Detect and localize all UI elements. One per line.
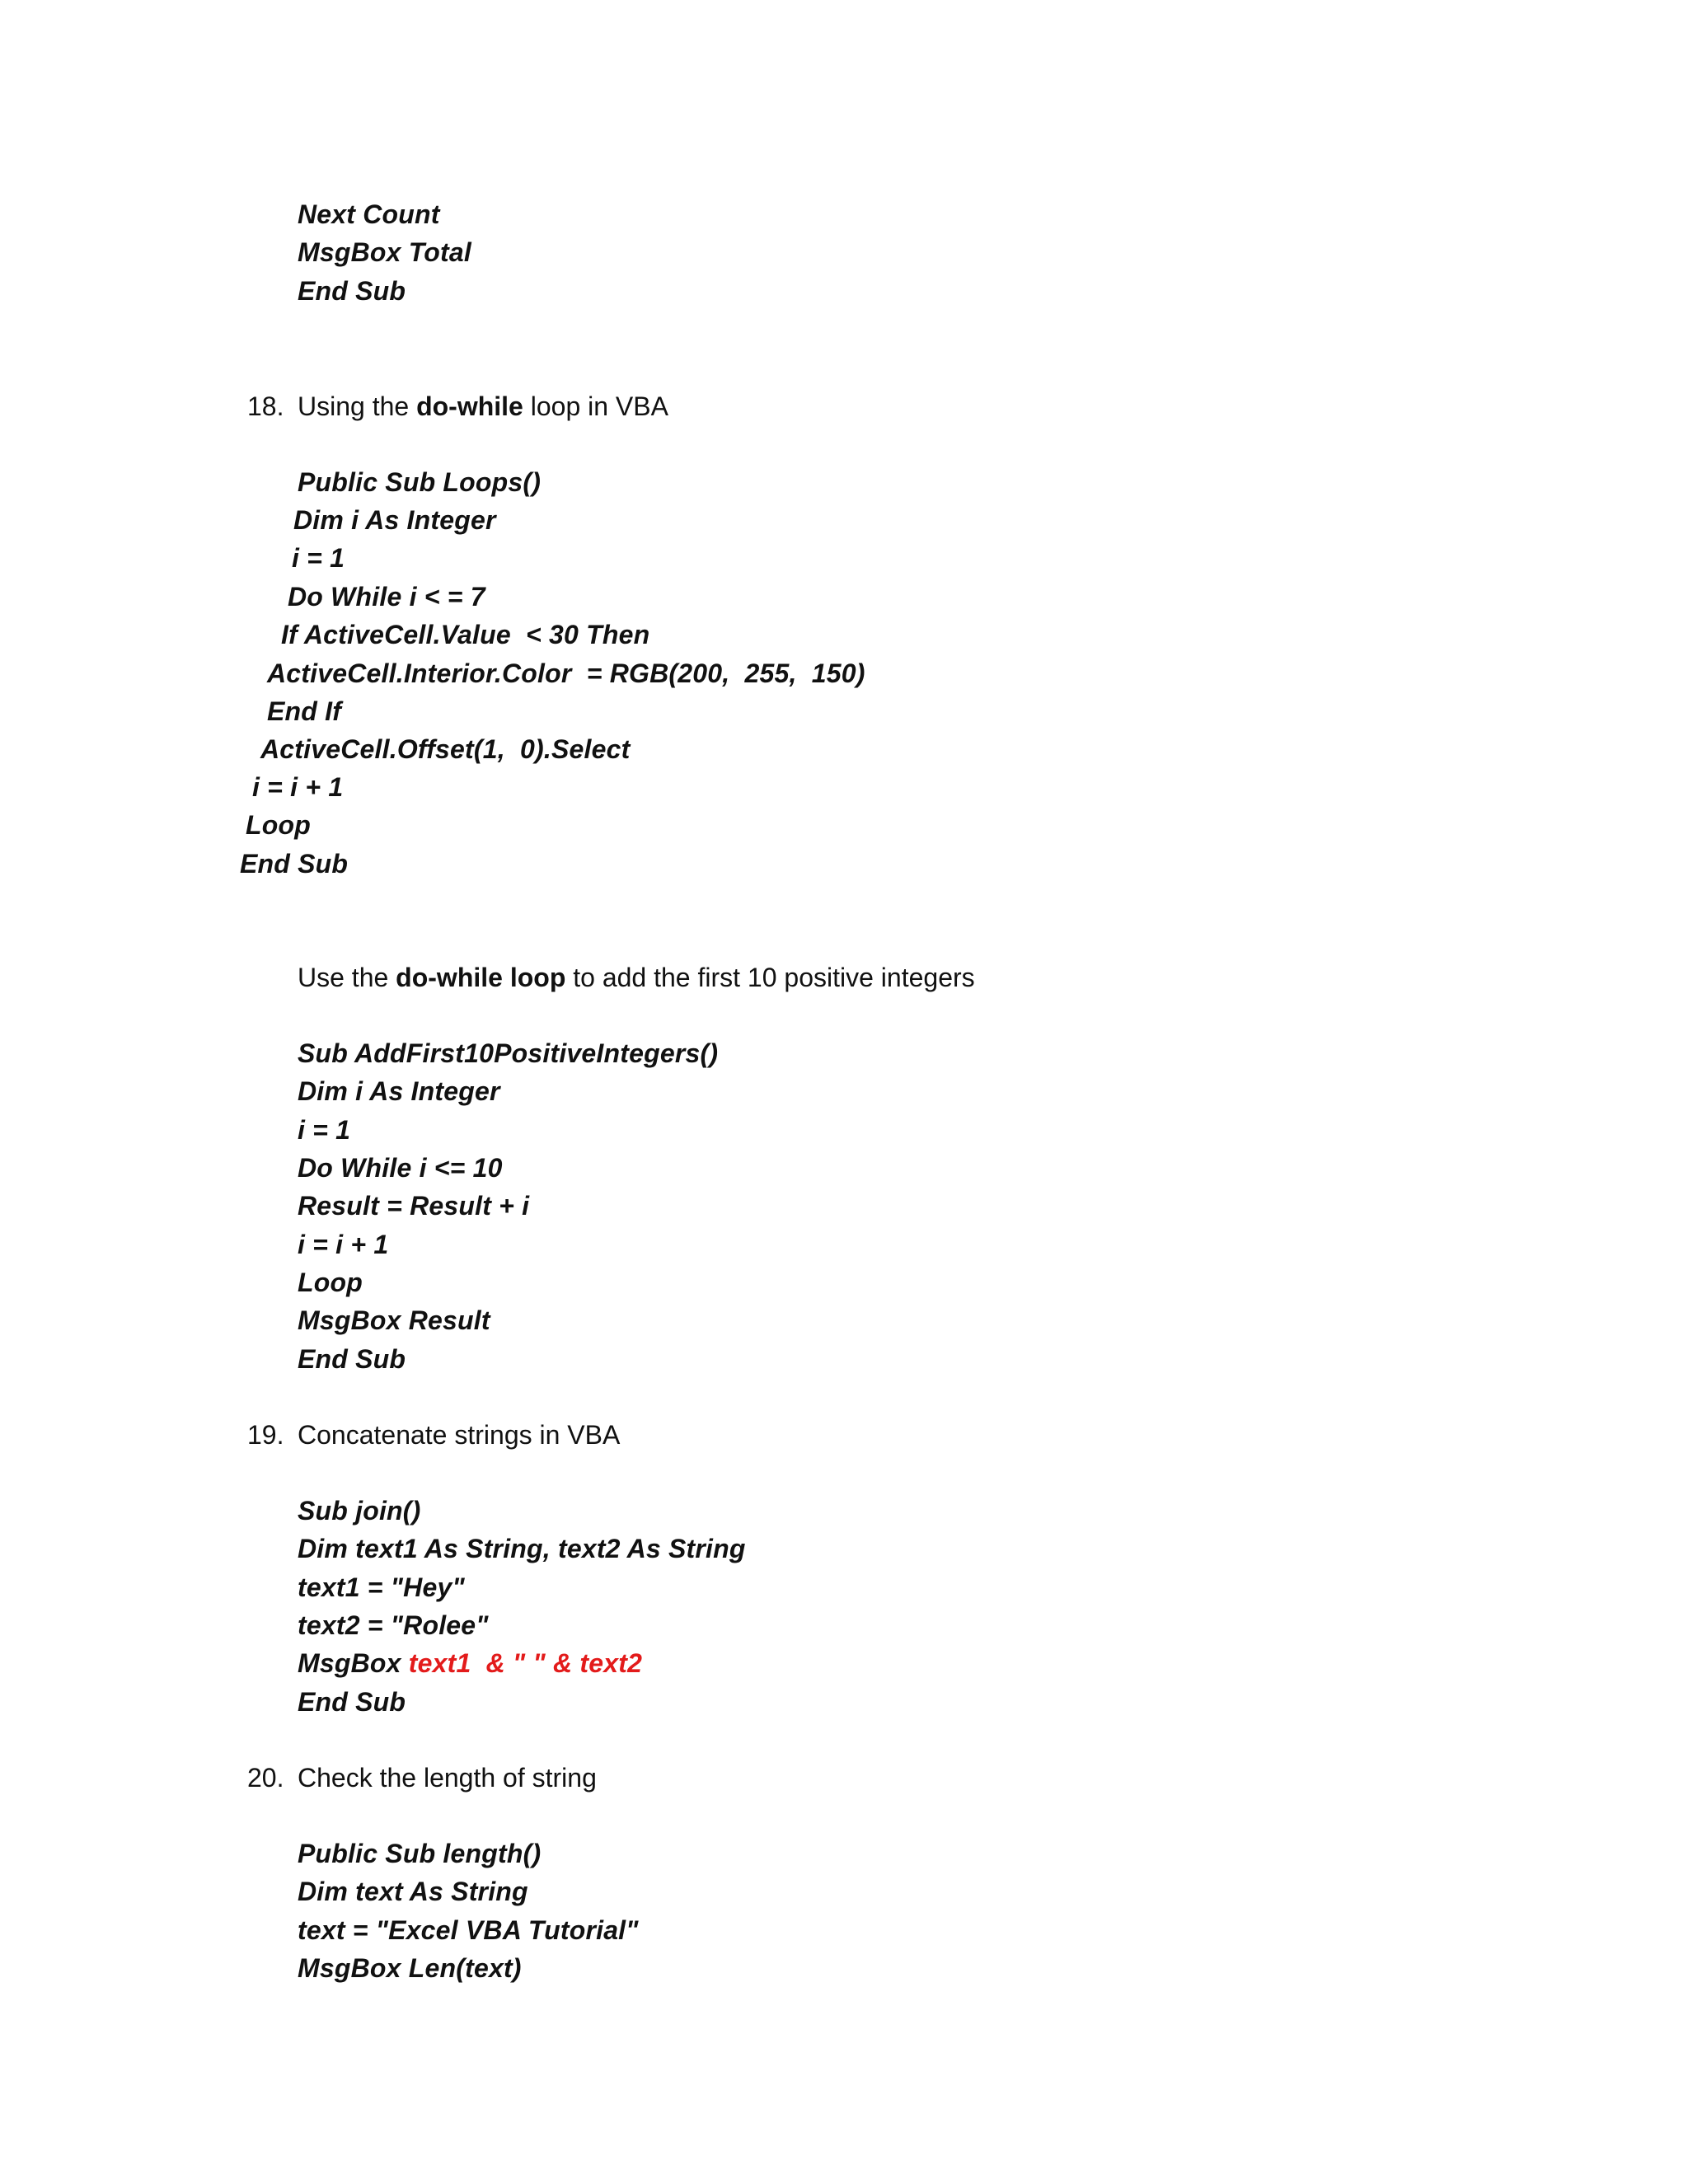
code-line: Dim i As Integer — [293, 505, 496, 535]
code-line: text1 = "Hey" — [298, 1572, 465, 1602]
code-line: MsgBox Len(text) — [298, 1953, 522, 1983]
concat-expression: text1 & " " & text2 — [408, 1648, 643, 1678]
code-line: End Sub — [298, 1687, 406, 1717]
code-line: Sub AddFirst10PositiveIntegers() — [298, 1038, 719, 1068]
code-line: ActiveCell.Interior.Color = RGB(200, 255, 150) — [267, 658, 865, 688]
section-18-number: 18. — [247, 391, 284, 421]
code-line: i = i + 1 — [298, 1230, 389, 1259]
code-line: Dim text1 As String, text2 As String — [298, 1534, 746, 1563]
section-19-number: 19. — [247, 1420, 284, 1450]
code-line: End If — [267, 696, 342, 726]
code-line: i = 1 — [292, 543, 345, 573]
code-line: Next Count — [298, 199, 440, 229]
code-line: text = "Excel VBA Tutorial" — [298, 1915, 639, 1945]
code-line: Sub join() — [298, 1496, 421, 1526]
section-18-heading: Using the do-while loop in VBA — [298, 391, 668, 421]
code-line: Loop — [246, 810, 311, 840]
code-line: i = 1 — [298, 1115, 351, 1145]
section-20-heading: Check the length of string — [298, 1763, 597, 1793]
code-line: i = i + 1 — [252, 772, 344, 802]
code-line: End Sub — [298, 276, 406, 306]
code-line: ActiveCell.Offset(1, 0).Select — [260, 734, 631, 764]
code-line-msgbox: MsgBox text1 & " " & text2 — [298, 1648, 643, 1678]
code-line: MsgBox Result — [298, 1305, 490, 1335]
code-line: Do While i <= 10 — [298, 1153, 503, 1183]
code-line: Dim i As Integer — [298, 1076, 500, 1106]
code-line: Loop — [298, 1268, 363, 1297]
section-19-heading: Concatenate strings in VBA — [298, 1420, 621, 1450]
code-line: End Sub — [298, 1344, 406, 1374]
code-line: Dim text As String — [298, 1877, 528, 1906]
code-line: MsgBox Total — [298, 237, 471, 267]
section-18-subheading: Use the do-while loop to add the first 10 positive integers — [298, 963, 975, 992]
code-line: If ActiveCell.Value < 30 Then — [281, 620, 650, 649]
code-line: Public Sub Loops() — [298, 467, 542, 497]
code-line: Public Sub length() — [298, 1839, 542, 1868]
code-line: text2 = "Rolee" — [298, 1610, 489, 1640]
code-line: Result = Result + i — [298, 1191, 530, 1221]
section-20-number: 20. — [247, 1763, 284, 1793]
code-line: End Sub — [240, 849, 349, 879]
code-line: Do While i < = 7 — [288, 582, 485, 612]
